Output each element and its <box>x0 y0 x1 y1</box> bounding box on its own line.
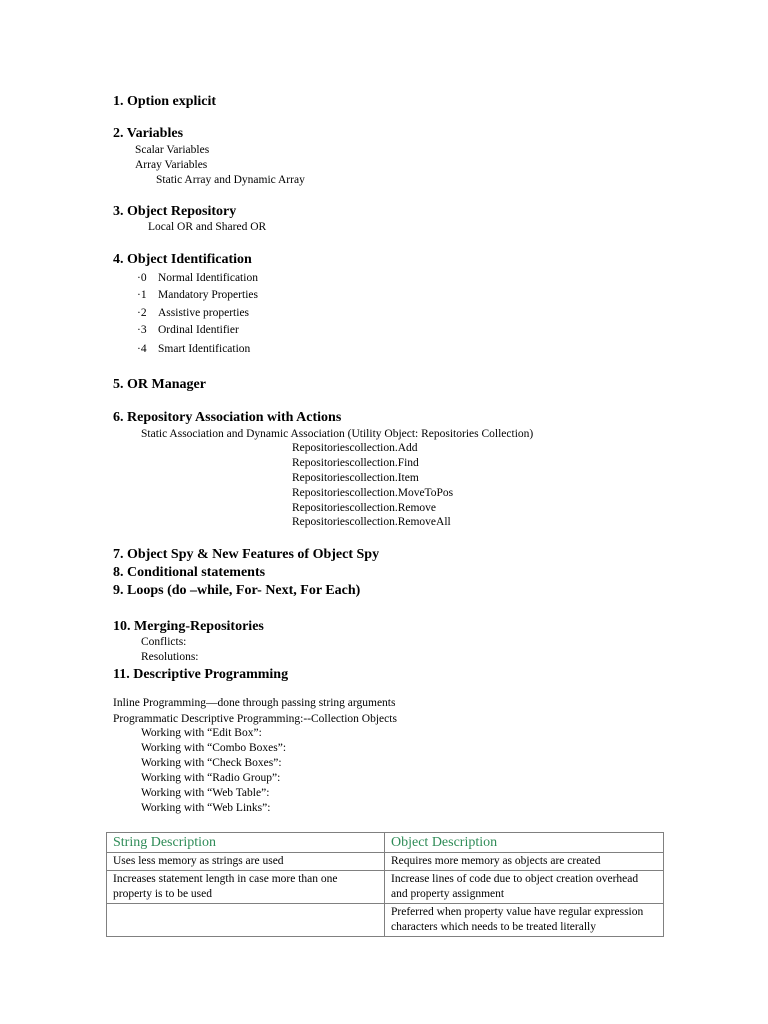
working-with-item: Working with “Check Boxes”: <box>141 757 282 769</box>
table-cell: Preferred when property value have regular expression characters which needs to be treated literally <box>385 904 664 937</box>
method-removeall: Repositoriescollection.RemoveAll <box>292 516 451 528</box>
heading-option-explicit: 1. Option explicit <box>113 94 217 109</box>
heading-descriptive-programming: 11. Descriptive Programming <box>113 667 289 682</box>
method-find: Repositoriescollection.Find <box>292 457 419 469</box>
method-remove: Repositoriescollection.Remove <box>292 502 437 514</box>
table-row <box>107 904 664 937</box>
header-string-description: String Description <box>107 833 385 853</box>
table-header-row <box>107 833 664 853</box>
heading-merging-repositories: 10. Merging-Repositories <box>113 619 264 634</box>
working-with-item: Working with “Radio Group”: <box>141 772 281 784</box>
variables-item-static-dynamic: Static Array and Dynamic Array <box>156 174 305 186</box>
heading-conditional-statements: 8. Conditional statements <box>113 565 266 580</box>
variables-item-scalar: Scalar Variables <box>135 144 210 156</box>
identification-bullet <box>137 289 258 301</box>
bullet-marker: ·3 <box>137 324 147 336</box>
descriptive-line-programmatic: Programmatic Descriptive Programming:--Collection Objects <box>113 713 397 725</box>
identification-bullet <box>137 343 250 355</box>
identification-bullet <box>137 272 258 284</box>
working-with-item: Working with “Combo Boxes”: <box>141 742 287 754</box>
working-with-item: Working with “Web Links”: <box>141 802 271 814</box>
comparison-table <box>106 832 664 937</box>
bullet-label: Assistive properties <box>158 307 250 319</box>
bullet-label: Ordinal Identifier <box>158 324 239 336</box>
table-cell: Increases statement length in case more than one property is to be used <box>107 871 385 904</box>
merging-item-conflicts: Conflicts: <box>141 636 187 648</box>
heading-object-spy: 7. Object Spy & New Features of Object Spy <box>113 547 380 562</box>
working-with-item: Working with “Edit Box”: <box>141 727 262 739</box>
heading-variables: 2. Variables <box>113 126 184 141</box>
merging-item-resolutions: Resolutions: <box>141 651 199 663</box>
heading-object-repository: 3. Object Repository <box>113 204 237 219</box>
method-add: Repositoriescollection.Add <box>292 442 418 454</box>
bullet-marker: ·1 <box>137 289 147 301</box>
object-repository-item: Local OR and Shared OR <box>148 221 267 233</box>
table-cell: Requires more memory as objects are created <box>385 853 664 871</box>
identification-bullet <box>137 307 249 319</box>
table-cell: Increase lines of code due to object creation overhead and property assignment <box>385 871 664 904</box>
heading-loops: 9. Loops (do –while, For- Next, For Each) <box>113 583 361 598</box>
variables-item-array: Array Variables <box>135 159 208 171</box>
heading-or-manager: 5. OR Manager <box>113 377 206 392</box>
bullet-marker: ·2 <box>137 307 147 319</box>
table-row <box>107 871 664 904</box>
method-item: Repositoriescollection.Item <box>292 472 419 484</box>
descriptive-line-inline: Inline Programming—done through passing string arguments <box>113 697 396 709</box>
bullet-label: Mandatory Properties <box>158 289 258 301</box>
repository-association-intro: Static Association and Dynamic Association (Utility Object: Repositories Collection) <box>141 428 534 440</box>
heading-object-identification: 4. Object Identification <box>113 252 252 267</box>
table-row <box>107 853 664 871</box>
working-with-item: Working with “Web Table”: <box>141 787 270 799</box>
heading-repository-association: 6. Repository Association with Actions <box>113 410 342 425</box>
identification-bullet <box>137 324 239 336</box>
bullet-label: Normal Identification <box>158 272 258 284</box>
table-cell: Uses less memory as strings are used <box>107 853 385 871</box>
bullet-marker: ·0 <box>137 272 147 284</box>
bullet-marker: ·4 <box>137 343 147 355</box>
method-movetopos: Repositoriescollection.MoveToPos <box>292 487 454 499</box>
table-cell <box>107 904 385 937</box>
header-object-description: Object Description <box>385 833 664 853</box>
bullet-label: Smart Identification <box>158 343 251 355</box>
